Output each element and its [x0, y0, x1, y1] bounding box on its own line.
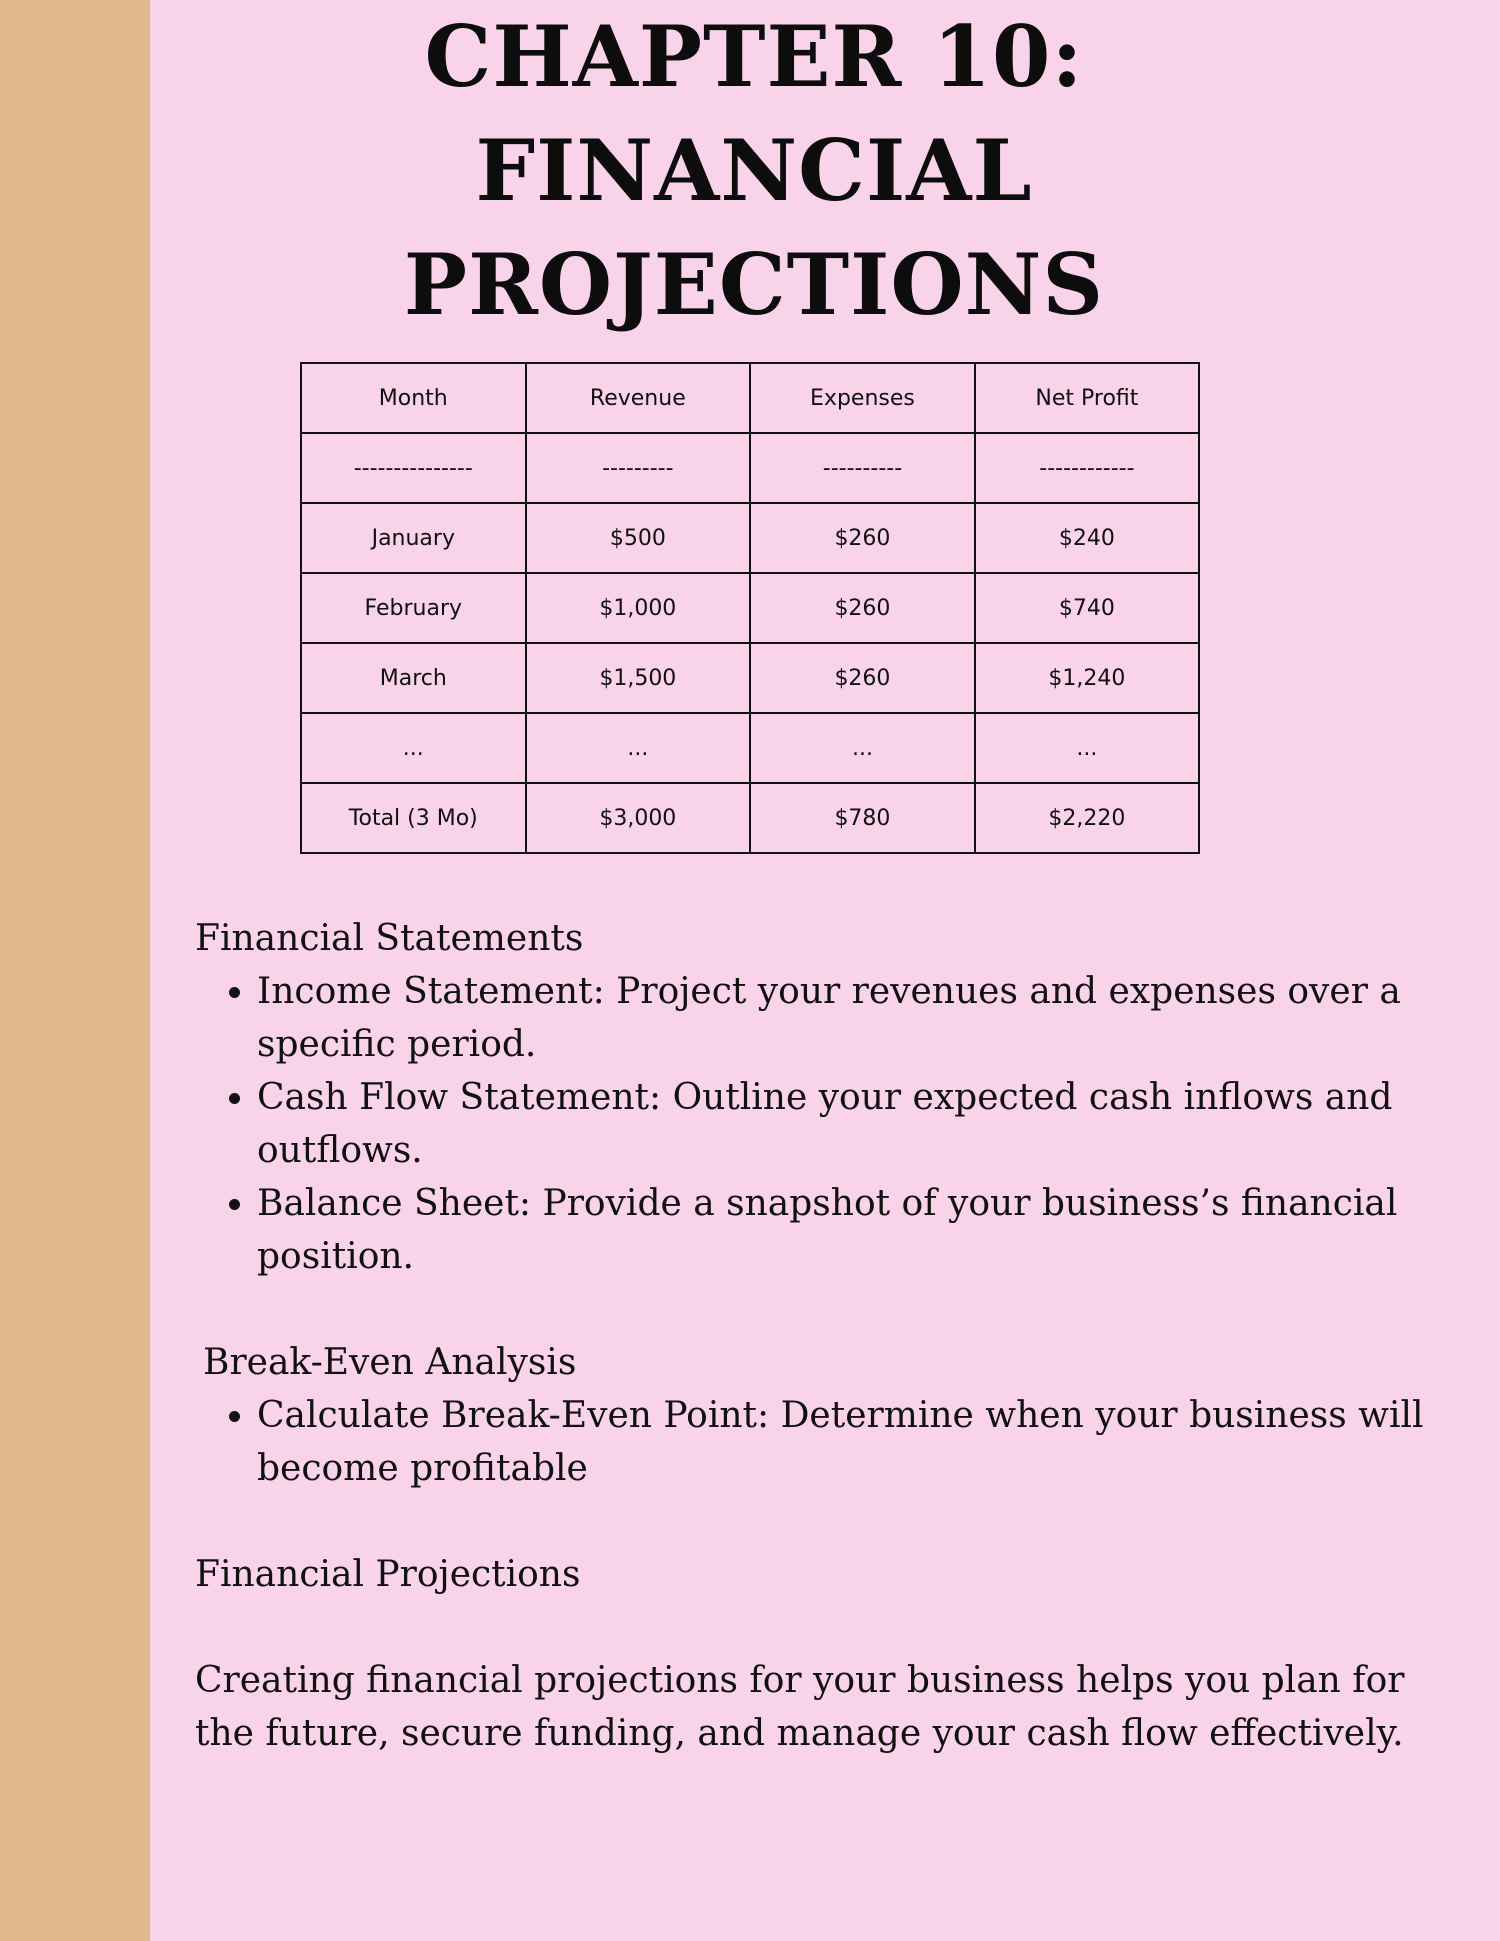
body-content [195, 912, 1460, 1760]
table-cell: $740 [975, 573, 1199, 643]
table-row [301, 433, 1199, 503]
spacer [195, 1495, 1460, 1548]
table-row [301, 713, 1199, 783]
spacer [195, 1283, 1460, 1336]
table-cell: $3,000 [526, 783, 751, 853]
table-cell: $780 [750, 783, 975, 853]
list-item: • Income Statement: Project your revenues and expenses over a specific period. [257, 965, 1460, 1071]
table-cell: $1,500 [526, 643, 751, 713]
table-cell: ... [301, 713, 526, 783]
header-month: Month [301, 363, 526, 433]
table-cell: $260 [750, 573, 975, 643]
table-row [301, 573, 1199, 643]
table-header-row [301, 363, 1199, 433]
table-cell: $260 [750, 643, 975, 713]
table-cell: --------- [526, 433, 751, 503]
table-total-row [301, 783, 1199, 853]
break-even-list [195, 1389, 1460, 1495]
break-even-heading: Break-Even Analysis [203, 1342, 577, 1383]
table-cell: ... [526, 713, 751, 783]
header-net-profit: Net Profit [975, 363, 1199, 433]
title-line-1: CHAPTER 10: [424, 7, 1084, 106]
table-cell: ... [750, 713, 975, 783]
table-cell: March [301, 643, 526, 713]
financial-statements-list [195, 965, 1460, 1283]
table-cell: February [301, 573, 526, 643]
list-item: • Calculate Break-Even Point: Determine when your business will become profitable [257, 1389, 1460, 1495]
table-cell: $240 [975, 503, 1199, 573]
table-cell: ------------ [975, 433, 1199, 503]
header-expenses: Expenses [750, 363, 975, 433]
spacer [195, 1601, 1460, 1654]
financial-projections-paragraph: Creating financial projections for your business helps you plan for the future, secure funding, and manage your cash flow effectively. [195, 1660, 1405, 1754]
table-cell: January [301, 503, 526, 573]
table-cell: $2,220 [975, 783, 1199, 853]
table-row [301, 643, 1199, 713]
table-cell: ... [975, 713, 1199, 783]
financial-projections-heading: Financial Projections [195, 1554, 581, 1595]
title-line-2: FINANCIAL [475, 121, 1033, 220]
table-row [301, 503, 1199, 573]
title-line-3: PROJECTIONS [403, 235, 1105, 334]
header-revenue: Revenue [526, 363, 751, 433]
table-cell: $1,240 [975, 643, 1199, 713]
page-title [150, 0, 1358, 342]
table-cell: ---------- [750, 433, 975, 503]
table-cell: $260 [750, 503, 975, 573]
left-sidebar-strip [0, 0, 150, 1941]
list-item: • Balance Sheet: Provide a snapshot of your business’s financial position. [257, 1177, 1460, 1283]
list-item: • Cash Flow Statement: Outline your expected cash inflows and outflows. [257, 1071, 1460, 1177]
table-cell: $1,000 [526, 573, 751, 643]
financial-statements-heading: Financial Statements [195, 918, 584, 959]
table-cell: $500 [526, 503, 751, 573]
table-cell: --------------- [301, 433, 526, 503]
financial-projection-table [300, 362, 1200, 854]
table-cell: Total (3 Mo) [301, 783, 526, 853]
